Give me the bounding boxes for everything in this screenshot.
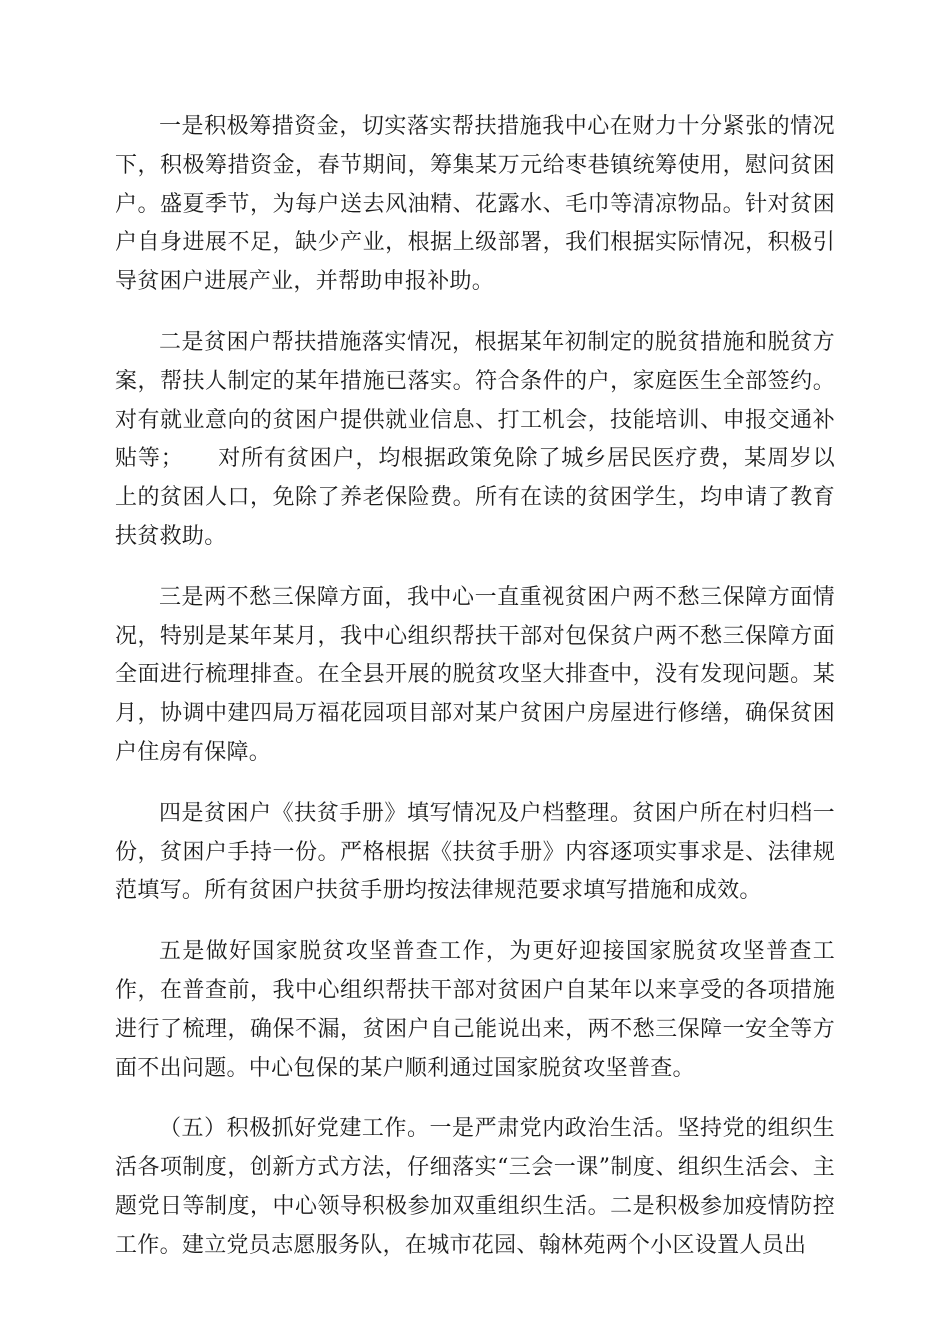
paragraph-two-assurances: 三是两不愁三保障方面，我中心一直重视贫困户两不愁三保障方面情况，特别是某年某月，我中心组织帮扶干部对包保贫户两不愁三保障方面全面进行梳理排查。在全县开展的脱贫攻坚大排查中，没有发现问题。某月，协调中建四局万福花园项目部对某户贫困户房屋进行修缮，确保贫困户住房有保障。 — [115, 584, 835, 765]
document-body — [115, 108, 835, 1266]
paragraph-poverty-handbook: 四是贫困户《扶贫手册》填写情况及户档整理。贫困户所在村归档一份，贫困户手持一份。严格根据《扶贫手册》内容逐项实事求是、法律规范填写。所有贫困户扶贫手册均按法律规范要求填写措施和成效。 — [115, 800, 835, 904]
paragraph-national-census: 五是做好国家脱贫攻坚普查工作，为更好迎接国家脱贫攻坚普查工作，在普查前，我中心组织帮扶干部对贫困户自某年以来享受的各项措施进行了梳理，确保不漏，贫困户自己能说出来，两不愁三保障一安全等方面不出问题。中心包保的某户顺利通过国家脱贫攻坚普查。 — [115, 939, 835, 1081]
paragraph-funding: 一是积极筹措资金，切实落实帮扶措施我中心在财力十分紧张的情况下，积极筹措资金，春节期间，筹集某万元给枣巷镇统筹使用，慰问贫困户。盛夏季节，为每户送去风油精、花露水、毛巾等清凉物品。针对贫困户自身进展不足，缺少产业，根据上级部署，我们根据实际情况，积极引导贫困户进展产业，并帮助申报补助。 — [115, 114, 835, 295]
paragraph-party-building: （五）积极抓好党建工作。一是严肃党内政治生活。坚持党的组织生活各项制度，创新方式方法，仔细落实“三会一课”制度、组织生活会、主题党日等制度，中心领导积极参加双重组织生活。二是积极参加疫情防控工作。建立党员志愿服务队，在城市花园、翰林苑两个小区设置人员出 — [115, 1116, 835, 1258]
paragraph-assistance-measures: 二是贫困户帮扶措施落实情况，根据某年初制定的脱贫措施和脱贫方案，帮扶人制定的某年措施已落实。符合条件的户，家庭医生全部签约。对有就业意向的贫困户提供就业信息、打工机会，技能培训、申报交通补贴等； 对所有贫困户，均根据政策免除了城乡居民医疗费，某周岁以上的贫困人口，免除了养老保险费。所有在读的贫困学生，均申请了教育扶贫救助。 — [115, 329, 835, 549]
